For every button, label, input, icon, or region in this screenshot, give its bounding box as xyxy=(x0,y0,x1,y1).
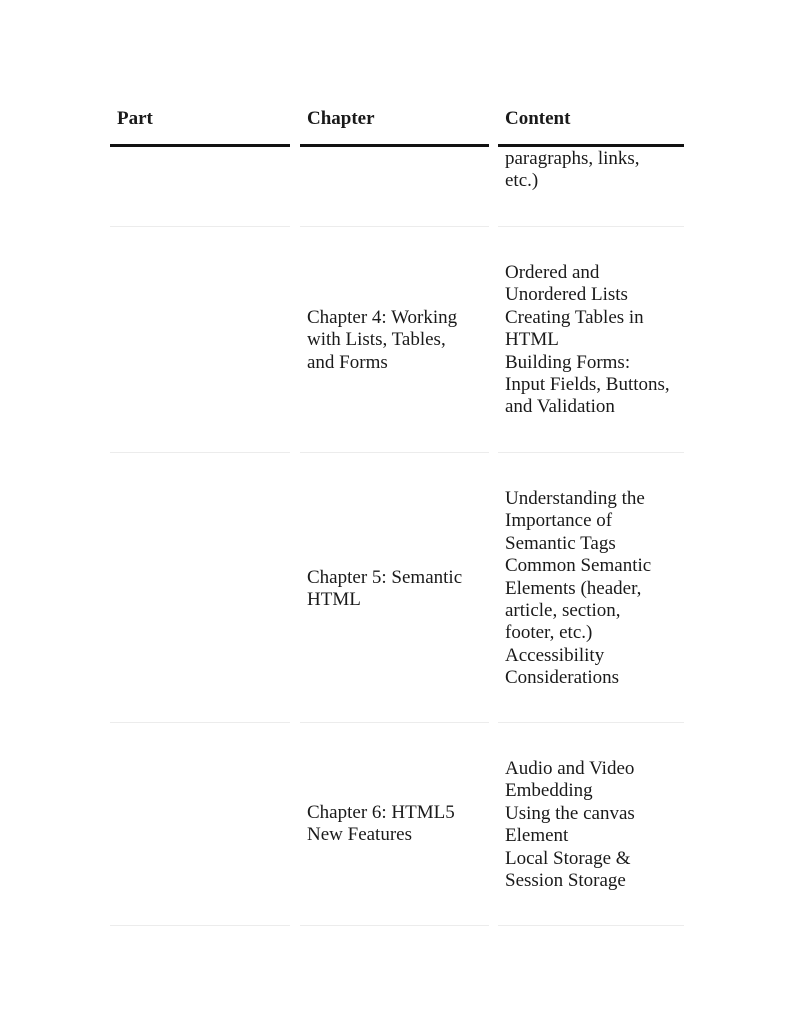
row-2-rule-content xyxy=(498,452,684,453)
row-4-chapter xyxy=(300,802,489,847)
chapter-line: Chapter 5: Semantic xyxy=(307,567,463,588)
content-line: Unordered Lists xyxy=(505,284,628,306)
row-3-content xyxy=(498,488,684,690)
chapter-line: New Features xyxy=(307,824,412,846)
row-2-content xyxy=(498,262,684,419)
header-chapter: Chapter xyxy=(307,108,375,129)
row-1-rule-part xyxy=(110,226,290,227)
content-line: Understanding the xyxy=(505,488,645,509)
content-line: Element xyxy=(505,825,569,847)
row-4-content xyxy=(498,758,684,892)
content-line: and Validation xyxy=(505,396,615,418)
content-line: Importance of xyxy=(505,510,613,532)
header-part: Part xyxy=(117,108,153,129)
content-line: Ordered and xyxy=(505,262,600,283)
content-line: Common Semantic xyxy=(505,555,652,577)
row-4-rule-chapter xyxy=(300,925,489,926)
header-rule-content xyxy=(498,144,684,147)
row-2-chapter xyxy=(300,307,489,374)
row-1-rule-chapter xyxy=(300,226,489,227)
content-line: paragraphs, links, xyxy=(505,148,640,169)
row-2-rule-chapter xyxy=(300,452,489,453)
header-rule-part xyxy=(110,144,290,147)
content-line: Accessibility xyxy=(505,644,605,666)
content-line: HTML xyxy=(505,329,559,351)
row-3-rule-part xyxy=(110,722,290,723)
content-line: Considerations xyxy=(505,667,619,689)
content-line: Embedding xyxy=(505,780,593,802)
content-line: footer, etc.) xyxy=(505,622,593,644)
content-line: Elements (header, xyxy=(505,577,642,599)
row-1-content xyxy=(498,148,684,193)
chapter-line: Chapter 6: HTML5 xyxy=(307,802,455,823)
content-line: Session Storage xyxy=(505,870,626,892)
content-line: Audio and Video xyxy=(505,758,635,779)
content-line: Input Fields, Buttons, xyxy=(505,374,670,396)
content-line: Semantic Tags xyxy=(505,532,616,554)
row-4-rule-content xyxy=(498,925,684,926)
header-rule-chapter xyxy=(300,144,489,147)
row-1-rule-content xyxy=(498,226,684,227)
chapter-line: and Forms xyxy=(307,351,388,373)
content-line: article, section, xyxy=(505,600,621,622)
chapter-line: HTML xyxy=(307,589,361,611)
chapter-line: Chapter 4: Working xyxy=(307,307,458,328)
content-line: etc.) xyxy=(505,170,539,192)
row-4-rule-part xyxy=(110,925,290,926)
row-3-chapter xyxy=(300,567,489,612)
row-2-rule-part xyxy=(110,452,290,453)
row-3-rule-chapter xyxy=(300,722,489,723)
content-line: Building Forms: xyxy=(505,351,631,373)
chapter-line: with Lists, Tables, xyxy=(307,329,446,351)
row-3-rule-content xyxy=(498,722,684,723)
content-line: Using the canvas xyxy=(505,802,635,824)
content-line: Creating Tables in xyxy=(505,306,644,328)
content-line: Local Storage & xyxy=(505,847,631,869)
header-content: Content xyxy=(505,108,571,129)
